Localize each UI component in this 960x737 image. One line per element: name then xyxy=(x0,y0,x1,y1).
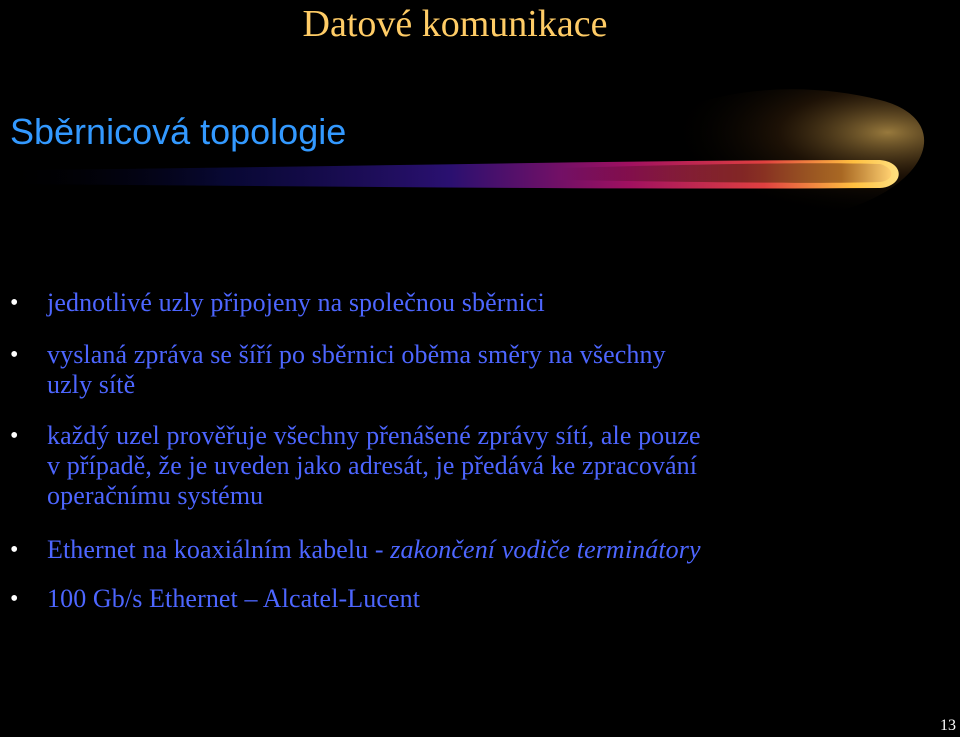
bullet-line: 100 Gb/s Ethernet – Alcatel-Lucent xyxy=(47,584,421,613)
bullet-line: každý uzel prověřuje všechny přenášené zprávy sítí, ale pouze xyxy=(47,421,701,450)
bullet-dot: • xyxy=(10,423,19,449)
bullet-line: jednotlivé uzly připojeny na společnou sběrnici xyxy=(47,288,545,317)
bullet-dot: • xyxy=(10,586,19,612)
bullet-line: operačnímu systému xyxy=(47,481,264,510)
bullet-text xyxy=(47,421,947,511)
slide-title: Datové komunikace xyxy=(302,3,608,45)
bullet-line: v případě, že je uveden jako adresát, je předává ke zpracování xyxy=(47,451,698,480)
bullet-text xyxy=(47,584,947,614)
bullet-italic-text: zakončení vodiče terminátory xyxy=(390,535,701,564)
bullet-line xyxy=(47,535,947,565)
bullet-line: uzly sítě xyxy=(47,370,136,399)
bullet-text xyxy=(47,340,947,400)
bullet-dot: • xyxy=(10,342,19,368)
bullet-text xyxy=(47,288,947,318)
slide-subtitle: Sběrnicová topologie xyxy=(10,111,347,152)
page-number: 13 xyxy=(940,717,956,734)
bullet-line: vyslaná zpráva se šíří po sběrnici oběma směry na všechny xyxy=(47,340,666,369)
bullet-plain-text: Ethernet na koaxiálním kabelu - xyxy=(47,535,391,564)
bullet-text xyxy=(47,535,947,565)
bullet-dot: • xyxy=(10,290,19,316)
bullet-dot: • xyxy=(10,537,19,563)
